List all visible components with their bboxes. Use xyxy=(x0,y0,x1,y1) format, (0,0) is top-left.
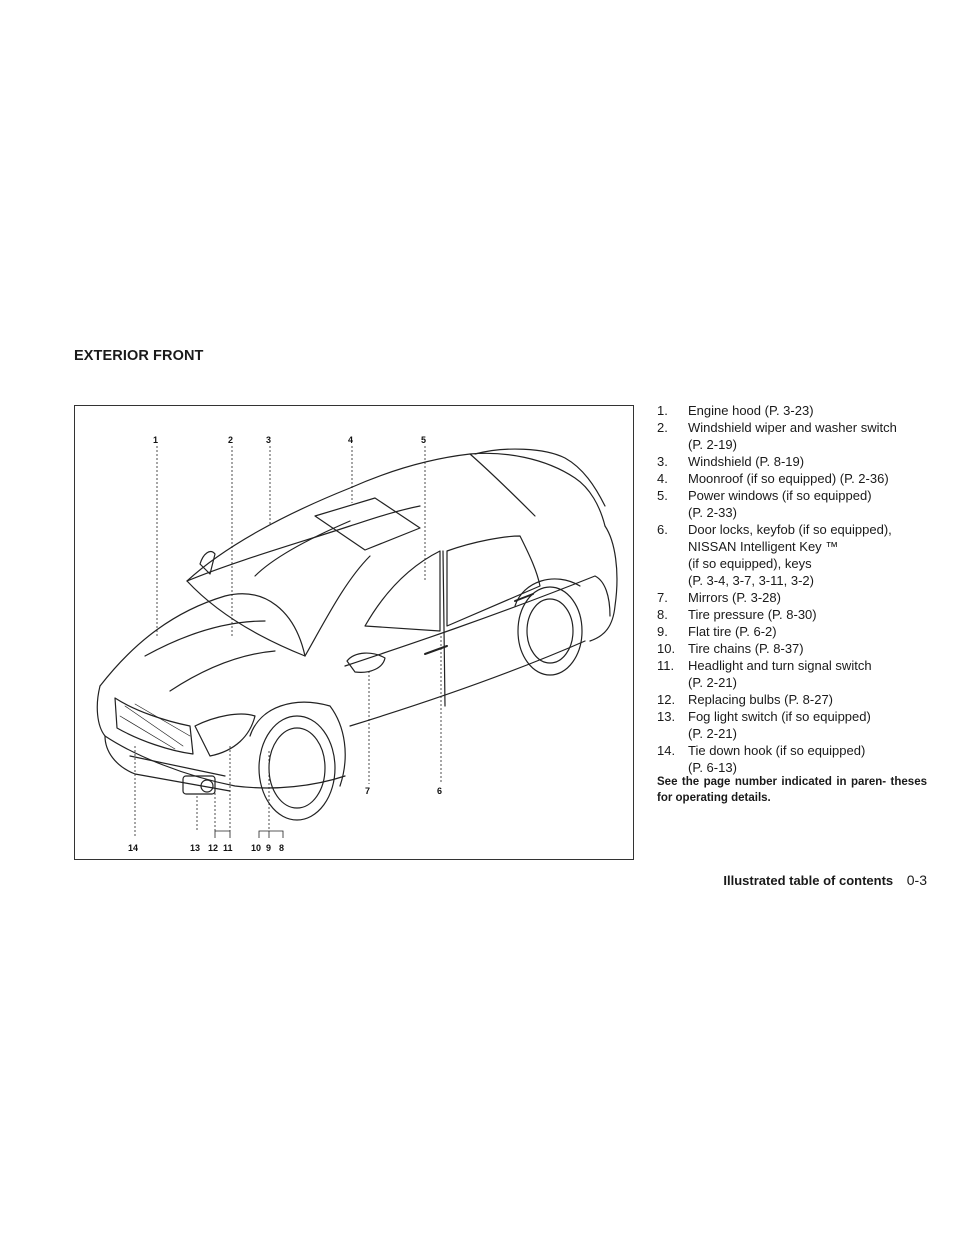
list-item-number: 12. xyxy=(657,692,676,707)
callout-8: 8 xyxy=(279,843,285,853)
list-item xyxy=(657,708,932,742)
list-item-text: Fog light switch (if so equipped) xyxy=(688,709,871,724)
callout-3: 3 xyxy=(266,435,272,445)
list-item xyxy=(657,589,932,606)
list-item-text: Moonroof (if so equipped) (P. 2-36) xyxy=(688,471,889,486)
list-item-text: Windshield wiper and washer switch xyxy=(688,420,897,435)
list-item-text: Door locks, keyfob (if so equipped), xyxy=(688,522,892,537)
list-item-number: 5. xyxy=(657,488,668,503)
list-item xyxy=(657,419,932,453)
list-item xyxy=(657,487,932,521)
callout-1: 1 xyxy=(153,435,159,445)
list-item-text: (P. 2-21) xyxy=(688,726,737,741)
list-item xyxy=(657,470,932,487)
callout-2: 2 xyxy=(228,435,234,445)
page-number: 0-3 xyxy=(906,872,927,888)
list-item-number: 11. xyxy=(657,658,675,673)
list-item-number: 6. xyxy=(657,522,668,537)
list-item-number: 3. xyxy=(657,454,668,469)
list-item-text: NISSAN Intelligent Key ™ xyxy=(688,539,839,554)
rear-side-window xyxy=(447,536,540,626)
list-item-text: Headlight and turn signal switch xyxy=(688,658,872,673)
list-item-text: (P. 2-33) xyxy=(688,505,737,520)
list-item xyxy=(657,606,932,623)
operating-note: See the page number indicated in paren- theses for operating details. xyxy=(657,776,927,804)
callout-6: 6 xyxy=(437,786,443,796)
car-exterior-illustration xyxy=(74,405,634,860)
list-item xyxy=(657,623,932,640)
list-item-number: 9. xyxy=(657,624,668,639)
callout-13: 13 xyxy=(190,843,201,853)
list-item-number: 10. xyxy=(657,641,676,656)
headlight xyxy=(195,714,255,756)
list-item-text: Mirrors (P. 3-28) xyxy=(688,590,781,605)
list-item-text: Replacing bulbs (P. 8-27) xyxy=(688,692,834,707)
callout-9: 9 xyxy=(266,843,272,853)
leader-lines xyxy=(135,446,441,838)
car-outline xyxy=(97,449,617,820)
list-item xyxy=(657,521,932,589)
callout-10: 10 xyxy=(251,843,262,853)
list-item xyxy=(657,640,932,657)
list-item xyxy=(657,742,932,776)
list-item-text: Windshield (P. 8-19) xyxy=(688,454,805,469)
list-item-number: 13. xyxy=(657,709,676,724)
list-item-number: 14. xyxy=(657,743,676,758)
front-wheel xyxy=(259,716,335,820)
callout-12: 12 xyxy=(208,843,219,853)
list-item-number: 1. xyxy=(657,403,668,418)
list-item-text: Tire chains (P. 8-37) xyxy=(688,641,804,656)
callout-labels xyxy=(128,435,442,853)
callout-14: 14 xyxy=(128,843,139,853)
list-item xyxy=(657,657,932,691)
list-item-text: (P. 2-19) xyxy=(688,437,737,452)
list-item-text: Tire pressure (P. 8-30) xyxy=(688,607,817,622)
callout-4: 4 xyxy=(348,435,354,445)
list-item-text: Tie down hook (if so equipped) xyxy=(688,743,866,758)
list-item xyxy=(657,691,932,708)
footer-section-title: Illustrated table of contents xyxy=(723,873,894,888)
list-item-text: (if so equipped), keys xyxy=(688,556,812,571)
list-item xyxy=(657,402,932,419)
list-item-number: 4. xyxy=(657,471,668,486)
callout-5: 5 xyxy=(421,435,427,445)
list-item-text: (P. 2-21) xyxy=(688,675,737,690)
front-side-window xyxy=(365,551,440,631)
list-item-text: (P. 6-13) xyxy=(688,760,737,775)
callout-7: 7 xyxy=(365,786,371,796)
list-item-text: (P. 3-4, 3-7, 3-11, 3-2) xyxy=(688,573,814,588)
list-item-text: Flat tire (P. 6-2) xyxy=(688,624,777,639)
car-drawing xyxy=(75,406,633,859)
moonroof xyxy=(315,498,420,550)
page-title: EXTERIOR FRONT xyxy=(74,348,204,364)
side-mirror xyxy=(347,653,385,672)
page-footer xyxy=(723,872,927,888)
list-item xyxy=(657,453,932,470)
list-item-text: Engine hood (P. 3-23) xyxy=(688,403,814,418)
callout-11: 11 xyxy=(223,843,233,853)
list-item-number: 2. xyxy=(657,420,668,435)
list-item-text: Power windows (if so equipped) xyxy=(688,488,872,503)
list-item-number: 7. xyxy=(657,590,668,605)
component-list xyxy=(657,402,932,776)
list-item-number: 8. xyxy=(657,607,668,622)
